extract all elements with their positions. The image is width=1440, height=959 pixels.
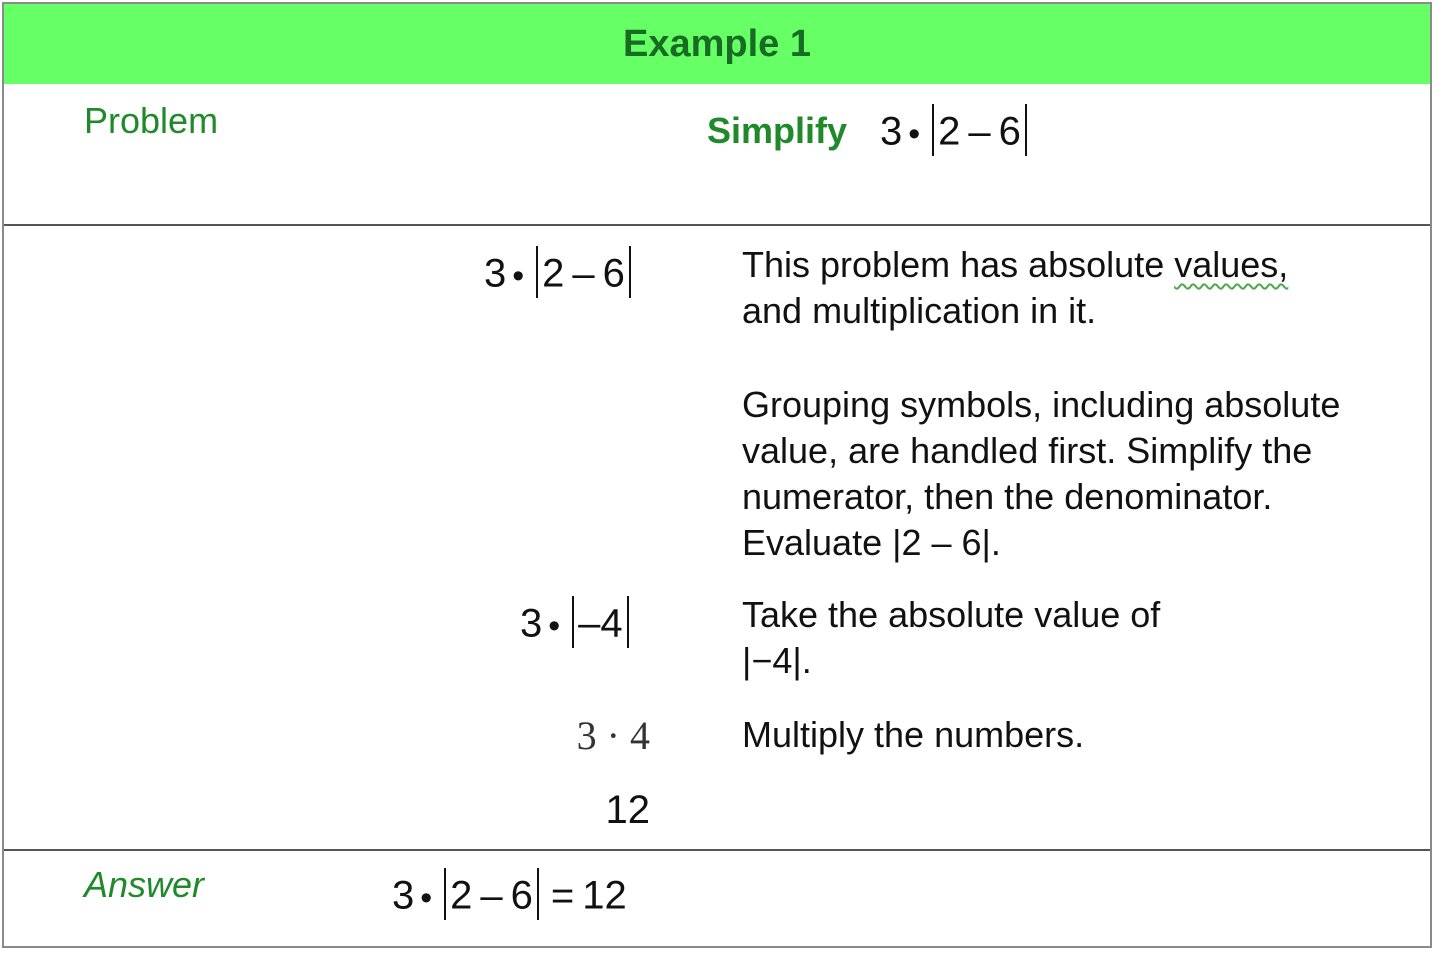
step1-line1: [742, 242, 1432, 288]
step1-term-b: 6: [602, 251, 625, 296]
step2-coefficient: 3: [520, 601, 543, 646]
answer-coefficient: 3: [392, 873, 415, 918]
step1-math: [484, 250, 635, 302]
step1-para2-line4: Evaluate |2 – 6|.: [742, 522, 1001, 563]
step4-result: 12: [605, 788, 650, 832]
example-box: [2, 2, 1432, 948]
example-header: [4, 4, 1430, 84]
problem-label: Problem: [84, 100, 219, 141]
step2-line1: Take the absolute value of: [742, 594, 1161, 635]
answer-term-a: 2: [450, 873, 473, 918]
step1-explanation-para2: [742, 382, 1432, 566]
step2-operator: •: [548, 606, 561, 645]
abs-bar-right: [537, 868, 539, 920]
step1-para2-line2: value, are handled first. Simplify the: [742, 430, 1313, 471]
abs-bar-left: [444, 868, 446, 920]
step1-term-a: 2: [542, 251, 565, 296]
answer-expression: [392, 872, 627, 924]
step1-line1-text: This problem has absolute: [742, 244, 1175, 285]
expr-minus: –: [968, 109, 991, 154]
step2-line2: |−4|.: [742, 640, 812, 681]
answer-minus: –: [480, 873, 503, 918]
problem-expression: [880, 108, 1031, 160]
abs-bar-left: [932, 104, 934, 156]
step1-minus: –: [572, 251, 595, 296]
spellcheck-word: values,: [1174, 244, 1289, 285]
step1-para2-line3: numerator, then the denominator.: [742, 476, 1273, 517]
example-title: Example 1: [623, 22, 811, 65]
step2-math: [520, 600, 633, 652]
step1-line2: and multiplication in it.: [742, 290, 1097, 331]
step2-inner: –4: [578, 601, 623, 646]
abs-bar-right: [1025, 104, 1027, 156]
expr-coefficient: 3: [880, 109, 903, 154]
answer-term-b: 6: [510, 873, 533, 918]
step1-para2-line1: Grouping symbols, including absolute: [742, 384, 1341, 425]
divider-problem: [4, 224, 1430, 226]
abs-bar-right: [627, 596, 629, 648]
abs-bar-right: [629, 246, 631, 298]
step3-explanation: [742, 712, 1432, 758]
step3-line1: Multiply the numbers.: [742, 714, 1085, 755]
step1-explanation: [742, 242, 1432, 334]
divider-answer: [4, 849, 1430, 851]
answer-equals: =: [550, 873, 575, 918]
expr-operator: •: [908, 114, 921, 153]
answer-result: 12: [582, 873, 627, 918]
step2-explanation: [742, 592, 1432, 684]
simplify-instruction: Simplify: [707, 110, 848, 151]
expr-term-b: 6: [998, 109, 1021, 154]
abs-bar-left: [536, 246, 538, 298]
step1-coefficient: 3: [484, 251, 507, 296]
expr-term-a: 2: [938, 109, 961, 154]
step3-math: 3 · 4: [576, 713, 650, 758]
step1-operator: •: [512, 256, 525, 295]
abs-bar-left: [572, 596, 574, 648]
answer-operator: •: [420, 878, 433, 917]
answer-label: Answer: [84, 864, 205, 905]
